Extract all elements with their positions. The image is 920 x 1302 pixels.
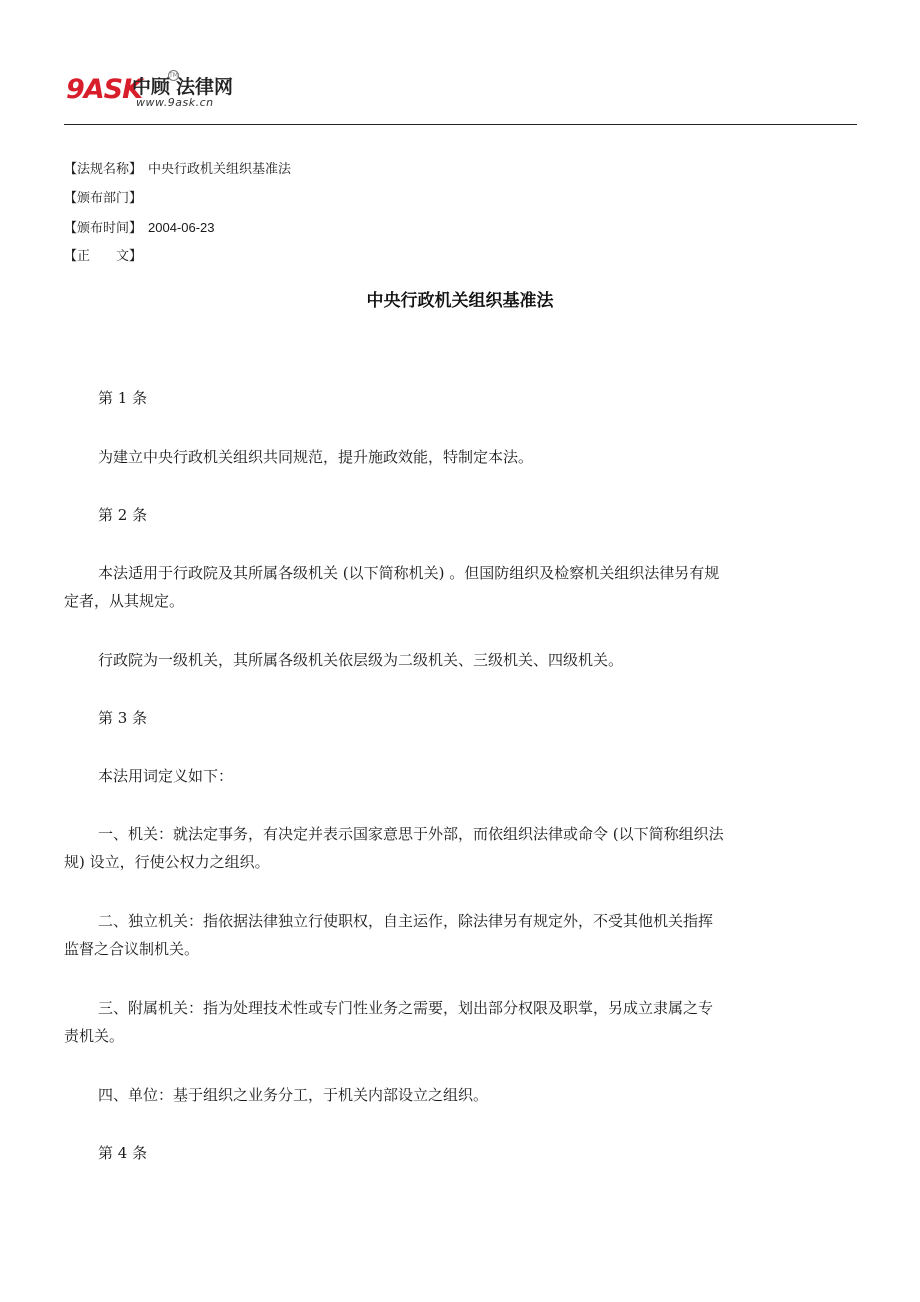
paragraph: 三、附属机关：指为处理技术性或专门性业务之需要，划出部分权限及职掌，另成立隶属之专责机关。 [64, 999, 714, 1045]
meta-row-date [64, 213, 291, 242]
paragraph: 为建立中央行政机关组织共同规范，提升施政效能，特制定本法。 [98, 448, 534, 466]
meta-row-name [64, 155, 291, 184]
article-heading: 第 2 条 [98, 506, 148, 524]
meta-date-value: 2004-06-23 [148, 220, 215, 235]
law-metadata [64, 155, 291, 271]
logo-mark: 9ASK [66, 74, 143, 105]
logo-brand-name [132, 76, 233, 98]
logo-brand-part-b: 法律网 [176, 76, 234, 98]
meta-name-value: 中央行政机关组织基准法 [148, 162, 292, 177]
paragraph: 二、独立机关：指依据法律独立行使职权，自主运作，除法律另有规定外，不受其他机关指挥监督之合议制机关。 [64, 912, 714, 958]
meta-body-label: 【正 文】 [64, 249, 143, 264]
article-heading: 第 1 条 [98, 389, 148, 407]
paragraph: 本法适用于行政院及其所属各级机关 (以下简称机关) 。但国防组织及检察机关组织法律另有规定者，从其规定。 [64, 564, 720, 610]
meta-row-body [64, 242, 291, 271]
trademark-icon: TM [169, 72, 178, 79]
meta-dept-label: 【颁布部门】 [64, 191, 143, 206]
site-logo[interactable] [66, 70, 242, 110]
paragraph: 本法用词定义如下： [98, 767, 234, 785]
meta-date-label: 【颁布时间】 [64, 221, 143, 236]
paragraph: 一、机关：就法定事务，有决定并表示国家意思于外部，而依组织法律或命令 (以下简称组织法规) 设立，行使公权力之组织。 [64, 825, 724, 871]
document-title: 中央行政机关组织基准法 [366, 291, 554, 311]
paragraph: 行政院为一级机关，其所属各级机关依层级为二级机关、三级机关、四级机关。 [98, 651, 624, 669]
meta-name-label: 【法规名称】 [64, 162, 143, 177]
logo-brand-part-a: 中顾 [132, 76, 171, 98]
logo-url: www.9ask.cn [136, 96, 214, 109]
article-heading: 第 3 条 [98, 709, 148, 727]
meta-row-dept [64, 184, 291, 213]
header-divider [64, 124, 857, 125]
article-heading: 第 4 条 [98, 1144, 148, 1162]
paragraph: 四、单位：基于组织之业务分工，于机关内部设立之组织。 [98, 1086, 489, 1104]
